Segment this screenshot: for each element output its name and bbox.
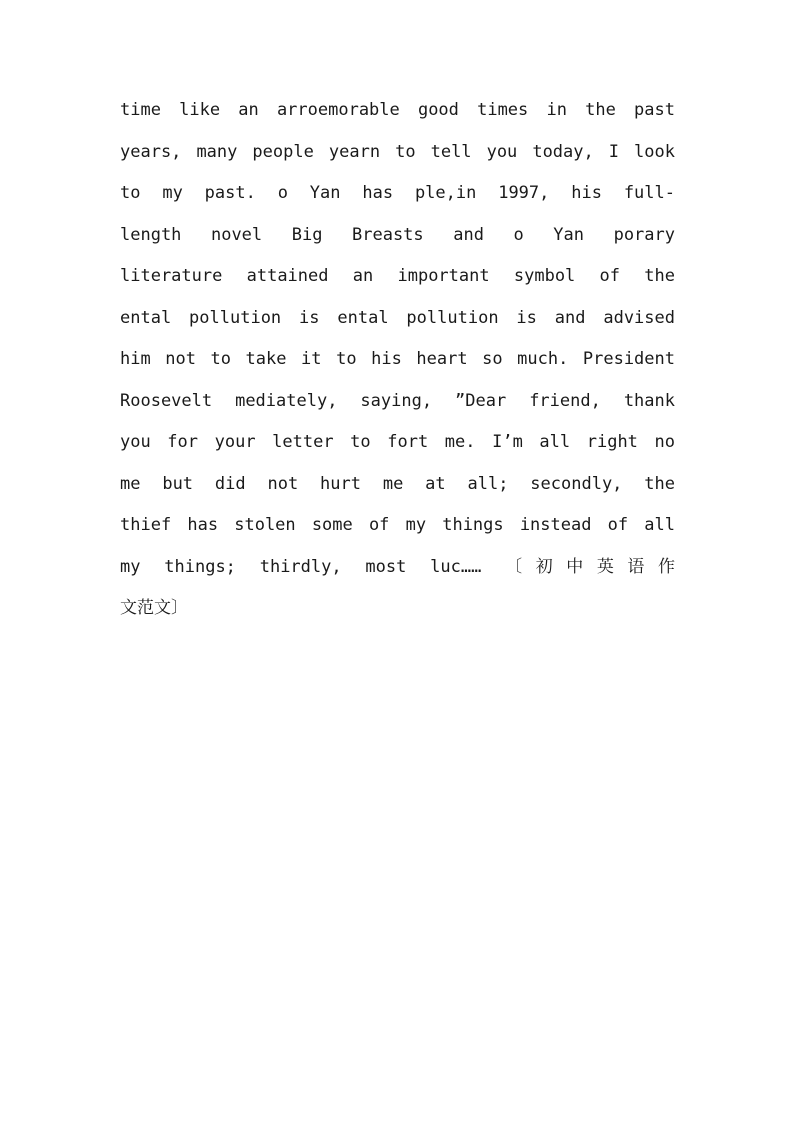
text-line: me but did not hurt me at all; secondly, the [120,473,675,494]
text-line: 文范文〕 [120,598,188,618]
text-line: length novel Big Breasts and o Yan porary [120,224,675,245]
text-line: my things; thirdly, most luc…… 〔初中英语作 [120,556,675,577]
text-line: Roosevelt mediately, saying, ”Dear friend, thank [120,390,675,411]
text-line: ental pollution is ental pollution is and advised [120,307,675,328]
text-line: to my past. o Yan has ple,in 1997, his full- [120,183,675,203]
text-line: years, many people yearn to tell you today, I look [120,141,675,162]
text-line: thief has stolen some of my things instead of all [120,515,675,535]
text-line: time like an arroemorable good times in the past [120,100,675,120]
text-line: you for your letter to fort me. I’m all right no [120,432,675,452]
text-line: him not to take it to his heart so much. President [120,349,675,369]
body-text [120,90,675,630]
text-line: literature attained an important symbol of the [120,266,675,286]
